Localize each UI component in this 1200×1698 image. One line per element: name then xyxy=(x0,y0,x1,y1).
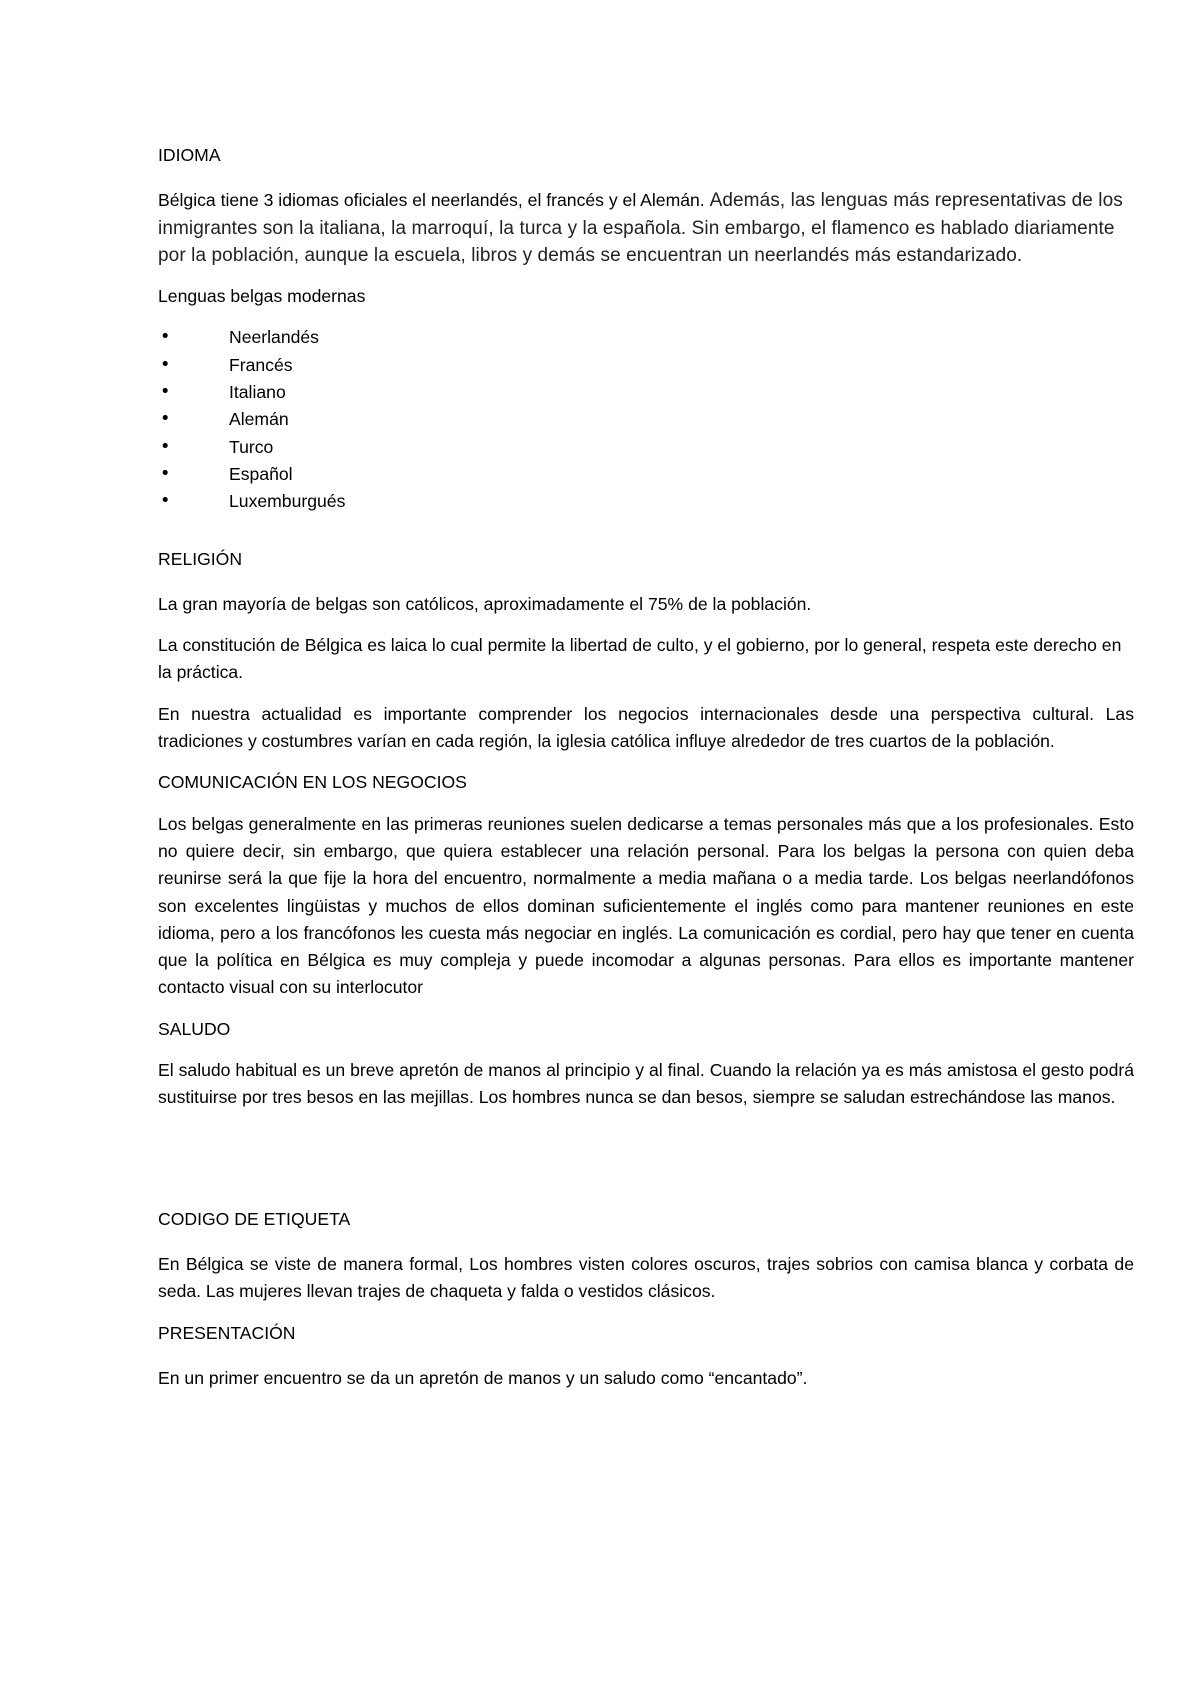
language-name: Turco xyxy=(229,436,274,457)
language-name: Español xyxy=(229,463,293,484)
language-name: Luxemburgués xyxy=(229,491,346,512)
list-item xyxy=(158,406,1134,433)
list-item xyxy=(158,324,1134,351)
section-saludo xyxy=(158,1016,1134,1112)
bullet-icon: • xyxy=(160,463,171,484)
religion-paragraph-1: La gran mayoría de belgas son católicos, aproximadamente el 75% de la población. xyxy=(158,593,812,614)
idioma-paragraph-part1: Bélgica tiene 3 idiomas oficiales el neerlandés, el francés y el Alemán. xyxy=(158,190,710,211)
list-item xyxy=(158,379,1134,406)
list-item xyxy=(158,352,1134,379)
section-heading-idioma: IDIOMA xyxy=(158,145,221,165)
list-item xyxy=(158,434,1134,461)
section-religion xyxy=(158,546,1134,756)
section-comunicacion xyxy=(158,769,1134,1001)
religion-paragraph-3: En nuestra actualidad es importante comprender los negocios internacionales desde una perspectiva cultural. Las tradiciones y costumbres varían en cada región, la iglesia católica influye alrededor de tres cuartos de la población. xyxy=(158,703,1134,752)
language-name: Alemán xyxy=(229,409,289,430)
section-heading-comunicacion: COMUNICACIÓN EN LOS NEGOCIOS xyxy=(158,772,467,793)
languages-list xyxy=(158,324,1134,515)
language-name: Neerlandés xyxy=(229,327,319,348)
blank-space xyxy=(158,1126,1134,1206)
language-name: Francés xyxy=(229,354,293,375)
language-name: Italiano xyxy=(229,382,286,403)
list-item xyxy=(158,461,1134,488)
bullet-icon: • xyxy=(160,354,171,375)
saludo-paragraph: El saludo habitual es un breve apretón de manos al principio y al final. Cuando la relación ya es más amistosa el gesto podrá sustituirse por tres besos en las mejillas. Los hombres nunca se dan besos, siempre se saludan estrechándose las manos. xyxy=(158,1060,1134,1108)
list-item xyxy=(158,488,1134,515)
section-heading-religion: RELIGIÓN xyxy=(158,548,243,569)
religion-paragraph-2: La constitución de Bélgica es laica lo cual permite la libertad de culto, y el gobierno, por lo general, respeta este derecho en la práctica. xyxy=(158,635,1122,683)
bullet-icon: • xyxy=(160,436,171,457)
section-heading-saludo: SALUDO xyxy=(158,1018,231,1039)
languages-list-title: Lenguas belgas modernas xyxy=(158,286,366,307)
bullet-icon: • xyxy=(160,327,171,348)
document-body xyxy=(158,142,1134,1406)
comunicacion-paragraph: Los belgas generalmente en las primeras reuniones suelen dedicarse a temas personales más que a los profesionales. Esto no quiere decir, sin embargo, que quiera establecer una relación personal. Para los belgas la persona con quien deba reunirse será la que fije la hora del encuentro, normalmente a media mañana o a media tarde. Los belgas neerlandófonos son excelentes lingüistas y muchos de ellos dominan suficientemente el inglés como para mantener reuniones en este idioma, pero a los francófonos les cuesta más negociar en inglés. La comunicación es cordial, pero hay que tener en cuenta que la política en Bélgica es muy compleja y puede incomodar a algunas personas. Para ellos es importante mantener contacto visual con su interlocutor xyxy=(158,813,1134,998)
bullet-icon: • xyxy=(160,491,171,512)
presentacion-paragraph: En un primer encuentro se da un apretón de manos y un saludo como “encantado”. xyxy=(158,1367,808,1388)
etiqueta-paragraph: En Bélgica se viste de manera formal, Los hombres visten colores oscuros, trajes sobrios con camisa blanca y corbata de seda. Las mujeres llevan trajes de chaqueta y falda o vestidos clásicos. xyxy=(158,1253,1134,1302)
section-presentacion xyxy=(158,1320,1134,1393)
section-heading-presentacion: PRESENTACIÓN xyxy=(158,1322,296,1343)
section-idioma xyxy=(158,142,1134,516)
idioma-paragraph xyxy=(158,187,1134,269)
idioma-paragraph-part2: Además, las lenguas más representativas de los inmigrantes son la italiana, la marroquí, la turca y la española. Sin embargo, el flamenco es hablado diariamente por la población, aunque la escuela, libros y demás se encuentran un neerlandés más estandarizado. xyxy=(158,190,1123,266)
section-heading-etiqueta: CODIGO DE ETIQUETA xyxy=(158,1208,351,1229)
bullet-icon: • xyxy=(160,382,171,403)
section-etiqueta xyxy=(158,1206,1134,1306)
bullet-icon: • xyxy=(160,409,171,430)
